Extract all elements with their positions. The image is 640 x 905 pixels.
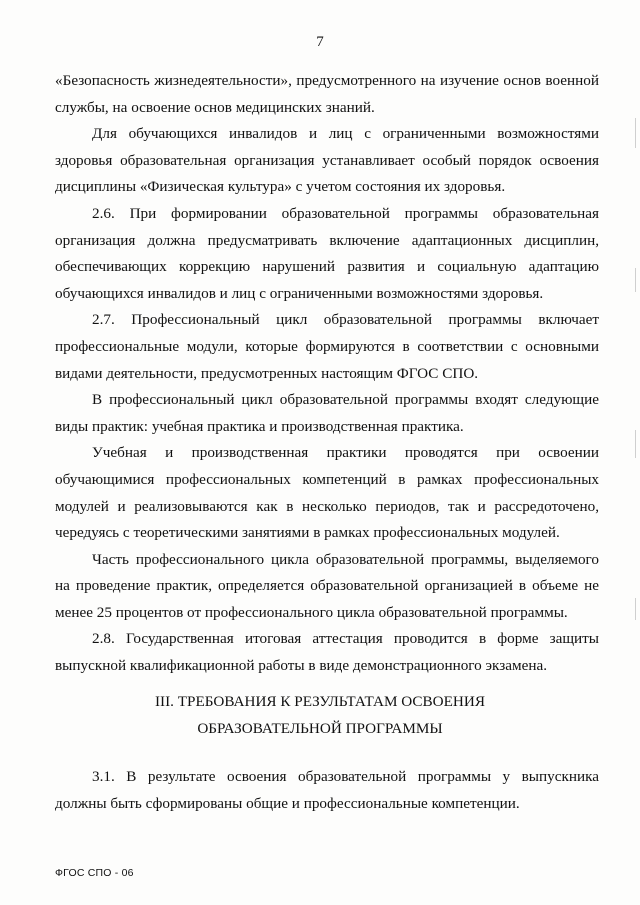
section-heading bbox=[0, 688, 640, 742]
scan-edge-mark bbox=[635, 598, 636, 620]
paragraph-continuation: «Безопасность жизнедеятельности», предусмотренного на изучение основ военной службы, на освоение основ медицинских знаний. bbox=[55, 72, 599, 116]
paragraph-practice-share: Часть профессионального цикла образовательной программы, выделяемого на проведение практик, определяется образовательной организацией в объеме не менее 25 процентов от профессионального цикла образовательной программы. bbox=[55, 550, 599, 621]
section-heading-line-2: ОБРАЗОВАТЕЛЬНОЙ ПРОГРАММЫ bbox=[197, 720, 443, 737]
scan-edge-mark bbox=[635, 118, 636, 148]
paragraph-2-6: 2.6. При формировании образовательной программы образовательная организация должна предусматривать включение адаптационных дисциплин, обеспечивающих коррекцию нарушений развития и социальную адаптацию обучающихся инвалидов и лиц с ограниченными возможностями здоровья. bbox=[55, 204, 599, 302]
page-number: 7 bbox=[316, 34, 324, 50]
paragraph-practice-conduct: Учебная и производственная практики проводятся при освоении обучающимися профессиональных компетенций в рамках профессиональных модулей и реализовываются как в несколько периодов, так и рассредоточено, чередуясь с теоретическими занятиями в рамках профессиональных модулей. bbox=[55, 444, 599, 542]
paragraph-2-7: 2.7. Профессиональный цикл образовательной программы включает профессиональные модули, которые формируются в соответствии с основными видами деятельности, предусмотренных настоящим ФГОС СПО. bbox=[55, 311, 599, 382]
section-body bbox=[55, 764, 599, 817]
paragraph-disabled-students: Для обучающихся инвалидов и лиц с ограниченными возможностями здоровья образовательная организация устанавливает особый порядок освоения дисциплины «Физическая культура» с учетом состояния их здоровья. bbox=[55, 125, 599, 196]
paragraph-practice-types: В профессиональный цикл образовательной программы входят следующие виды практик: учебная практика и производственная практика. bbox=[55, 391, 599, 435]
document-footer: ФГОС СПО - 06 bbox=[55, 867, 134, 879]
paragraph-3-1: 3.1. В результате освоения образовательной программы у выпускника должны быть сформированы общие и профессиональные компетенции. bbox=[55, 768, 599, 812]
paragraph-2-8: 2.8. Государственная итоговая аттестация проводится в форме защиты выпускной квалификационной работы в виде демонстрационного экзамена. bbox=[55, 630, 599, 675]
scan-edge-mark bbox=[635, 430, 636, 458]
body-text bbox=[55, 68, 599, 680]
scan-edge-mark bbox=[635, 268, 636, 292]
section-heading-line-1: III. ТРЕБОВАНИЯ К РЕЗУЛЬТАТАМ ОСВОЕНИЯ bbox=[154, 693, 485, 710]
